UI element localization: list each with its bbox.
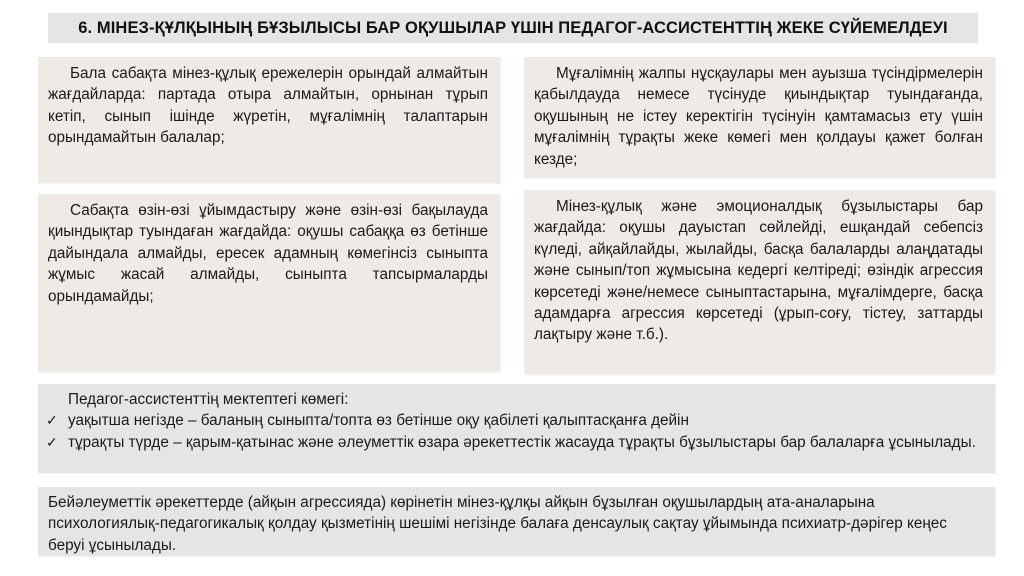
footer-note-text: Бейәлеуметтік әрекеттерде (айқын агрессияда) көрінетін мінез-құлқы айқын бұзылған оқушылардың ата-аналарына психологиялық-педагогикалық қолдау қызметінің шешімі негізінде балаға денсаулық сақтау ұйымында психиатр-дәрігер кеңес беруі ұсынылады. [48,494,947,554]
footer-note-box [38,487,995,556]
case-text: Мінез-құлық және эмоционалдық бұзылыстары бар жағдайда: оқушы дауыстап сөйлейді, ешқандай себепсіз күледі, айқайлайды, жылайды, басқа балаларды алаңдатады және сынып/топ жұмысына кедергі келтіреді; өзіндік агрессия көрсетеді және/немесе сыныптастарына, мұғалімдерге, басқа адамдарға агрессия көрсетеді (ұрып-соғу, тістеу, заттарды лақтыру және т.б.). [534,198,983,344]
assistance-list-item [46,410,985,431]
case-text: Сабақта өзін-өзі ұйымдастыру және өзін-өзі бақылауда қиындықтар туындаған жағдайда: оқушы сабаққа өз бетінше дайындала алмайды, ересек адамның көмегінсіз сыныпта жұмыс жасай алмайды, сыныпта тапсырмаларды орындамайды; [48,202,488,305]
case-text: Мұғалімнің жалпы нұсқаулары мен ауызша түсіндірмелерін қабылдауда немесе түсінуде қиындықтар туындағанда, оқушының не істеу керектігін түсінуін қамтамасыз ету үшін мұғалімнің тұрақты жеке көмегі мен қолдауы қажет болған кезде; [534,65,983,168]
case-text: Бала сабақта мінез-құлық ережелерін орындай алмайтын жағдайларда: партада отыра алмайтын, орнынан тұрып кетіп, сынып ішінде жүретін, мұғалімнің талаптарын орындамайтын балалар; [48,65,488,147]
case-box-instructions [524,57,995,178]
assistance-item-text: уақытша негізде – баланың сыныпта/топта өз бетінше оқу қабілеті қалыптасқанға дейін [68,412,689,430]
assistance-list-item [46,432,985,453]
slide-title: 6. МІНЕЗ-ҚҰЛҚЫНЫҢ БҰЗЫЛЫСЫ БАР ОҚУШЫЛАР ҮШІН ПЕДАГОГ-АССИСТЕНТТІҢ ЖЕКЕ СҮЙЕМЕЛДЕУІ [78,18,948,37]
assistance-box [38,384,995,473]
checkmark-icon: ✓ [46,433,58,450]
assistance-intro: Педагог-ассистенттің мектептегі көмегі: [68,391,349,408]
case-box-emotional-disorders [524,190,995,374]
assistance-item-text: тұрақты түрде – қарым-қатынас және әлеуметтік өзара әрекеттестік жасауда тұрақты бұзылыстары бар балаларға ұсынылады. [68,433,976,451]
slide-title-bar [48,13,978,43]
case-box-self-organization [38,194,500,372]
checkmark-icon: ✓ [46,412,58,429]
case-box-behavior-rules [38,57,500,183]
